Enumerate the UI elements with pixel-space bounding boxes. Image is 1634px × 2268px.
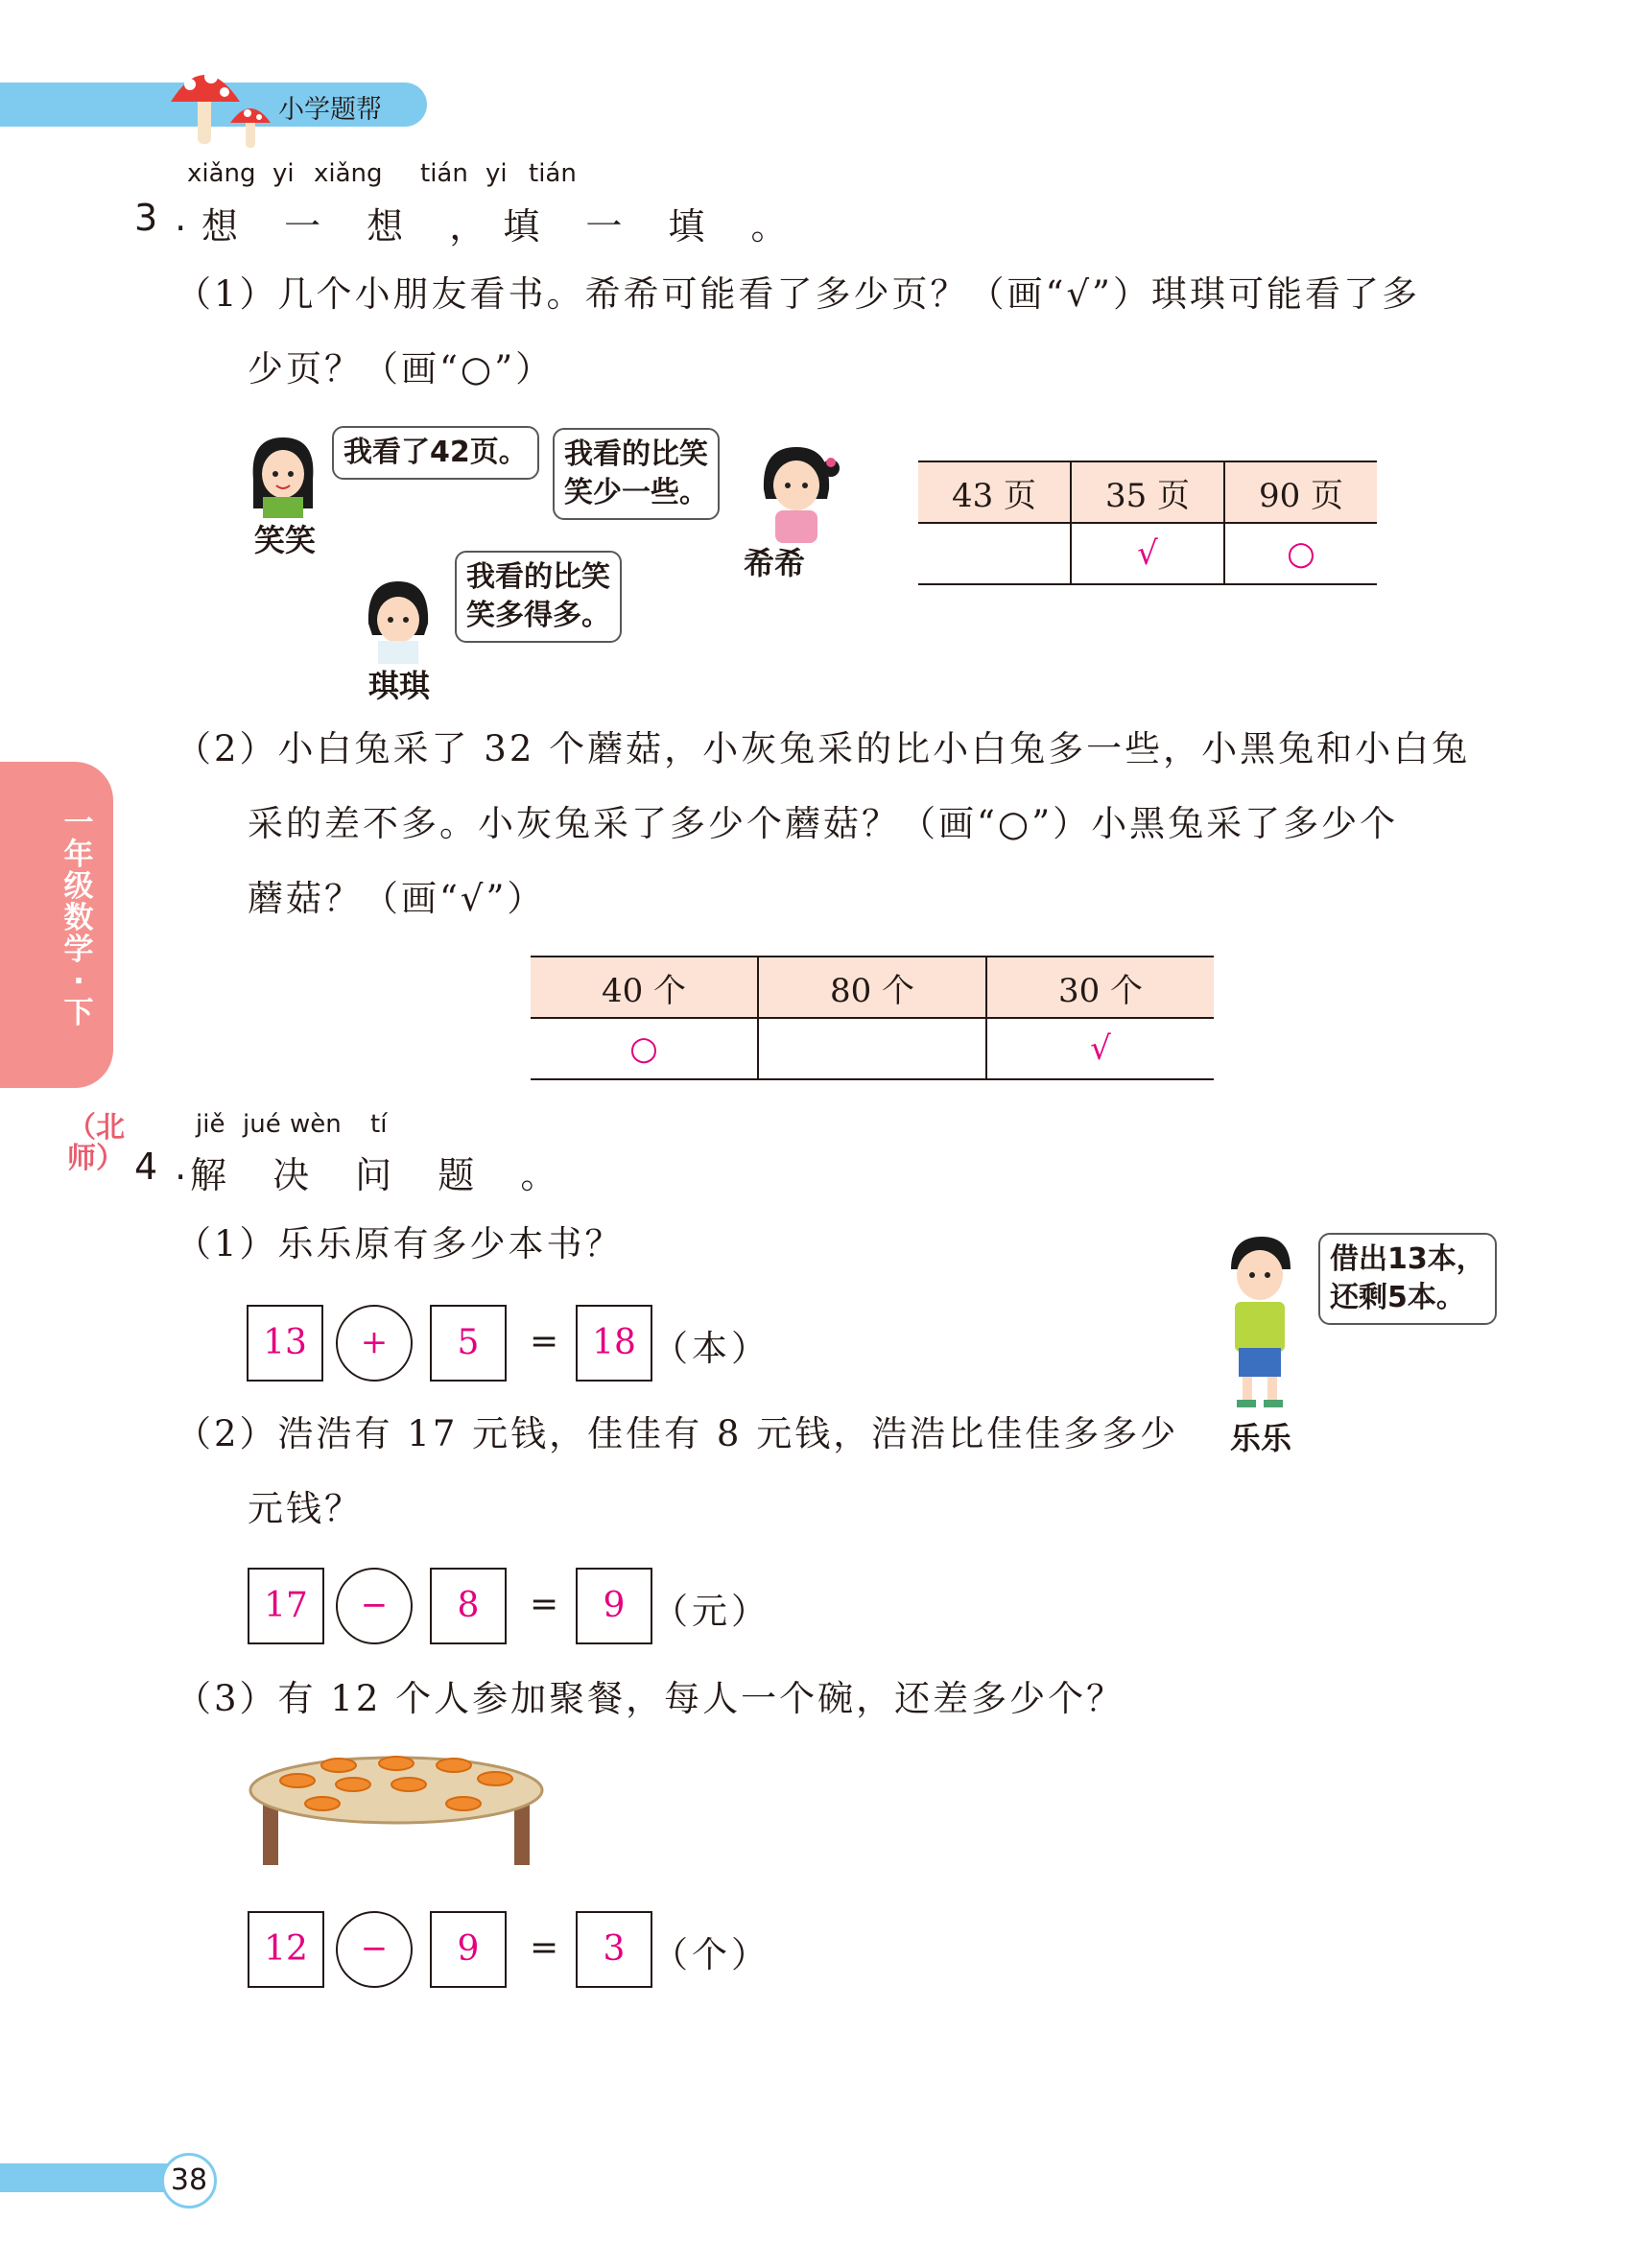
table-header-cell: 35 页 [1071, 461, 1224, 523]
table-header-cell: 80 个 [758, 957, 986, 1018]
bubble-line: 我看的比笑 [466, 560, 610, 594]
character-name: 琪琪 [368, 668, 431, 704]
unit-label: （元） [652, 1591, 770, 1632]
pinyin: jué [243, 1110, 281, 1139]
operator-circle[interactable]: − [336, 1911, 413, 1988]
side-tab-grade: 一年级数学·下 [63, 806, 94, 1030]
question-text: 元钱？ [248, 1488, 363, 1529]
unit-label: （本） [652, 1328, 770, 1369]
pinyin: tián [420, 159, 468, 188]
bubble-line: 笑少一些。 [564, 476, 708, 509]
pinyin: tián [529, 159, 577, 188]
question-title: 解 决 问 题 。 [190, 1154, 575, 1196]
unit-label: （个） [652, 1934, 770, 1975]
answer-table-mushrooms [531, 956, 1214, 1080]
table-answer-cell[interactable]: √ [1071, 523, 1224, 584]
speech-bubble [455, 551, 622, 643]
pinyin: xiǎng [314, 159, 383, 188]
equals-sign: = [530, 1928, 559, 1968]
bubble-line: 借出13本， [1330, 1242, 1485, 1276]
table-with-bowls-illustration [248, 1746, 545, 1871]
answer-box[interactable]: 18 [576, 1305, 652, 1382]
answer-box[interactable]: 13 [247, 1305, 323, 1382]
equals-sign: = [530, 1585, 559, 1624]
pinyin: wèn [290, 1110, 342, 1139]
question-text: 采的差不多。小灰兔采了多少个蘑菇？（画“○”）小黑兔采了多少个 [248, 803, 1399, 844]
question-number: 3. [134, 197, 204, 239]
answer-box[interactable]: 9 [430, 1911, 507, 1988]
header-title: 小学题帮 [278, 95, 382, 125]
table-answer-cell[interactable]: ○ [1224, 523, 1377, 584]
answer-box[interactable]: 12 [248, 1911, 324, 1988]
answer-box[interactable]: 8 [430, 1568, 507, 1644]
table-header-cell: 43 页 [918, 461, 1071, 523]
question-text: 蘑菇？（画“√”） [248, 878, 546, 919]
question-text: （1）几个小朋友看书。希希可能看了多少页？（画“√”）琪琪可能看了多 [176, 273, 1420, 315]
character-name: 乐乐 [1230, 1420, 1292, 1456]
girl-xixi-icon [748, 439, 844, 545]
pinyin: yi [272, 159, 295, 188]
answer-box[interactable]: 3 [576, 1911, 652, 1988]
answer-table-pages [918, 461, 1377, 585]
bubble-line: 还剩5本。 [1330, 1281, 1465, 1314]
table-header-cell: 40 个 [531, 957, 758, 1018]
table-answer-cell[interactable]: √ [986, 1018, 1214, 1079]
operator-circle[interactable]: − [336, 1568, 413, 1644]
answer-box[interactable]: 9 [576, 1568, 652, 1644]
table-header-cell: 30 个 [986, 957, 1214, 1018]
pinyin: yi [485, 159, 508, 188]
pinyin: jiě [196, 1110, 225, 1139]
table-header-cell: 90 页 [1224, 461, 1377, 523]
speech-bubble [1318, 1233, 1497, 1325]
question-text: （3）有 12 个人参加聚餐，每人一个碗，还差多少个？ [176, 1678, 1125, 1719]
speech-bubble [553, 428, 720, 520]
question-title: 想 一 想 ，填 一 填 。 [201, 205, 805, 248]
question-text: （2）小白兔采了 32 个蘑菇，小灰兔采的比小白兔多一些，小黑兔和小白兔 [176, 728, 1471, 769]
table-answer-cell[interactable] [918, 523, 1071, 584]
operator-circle[interactable]: + [336, 1305, 413, 1382]
side-tab-edition: （北师） [67, 1111, 125, 1175]
question-text: 少页？（画“○”） [248, 348, 555, 390]
boy-lele-icon [1214, 1233, 1306, 1410]
pinyin: tí [370, 1110, 388, 1139]
equals-sign: = [530, 1322, 559, 1361]
table-answer-cell[interactable]: ○ [531, 1018, 758, 1079]
pinyin: xiǎng [187, 159, 256, 188]
girl-xiaoxiao-icon [240, 432, 326, 518]
bubble-line: 笑多得多。 [466, 599, 610, 632]
answer-box[interactable]: 5 [430, 1305, 507, 1382]
bubble-line: 我看的比笑 [564, 437, 708, 471]
question-number: 4. [134, 1146, 204, 1188]
table-answer-cell[interactable] [758, 1018, 986, 1079]
answer-box[interactable]: 17 [248, 1568, 324, 1644]
character-name: 希希 [744, 545, 806, 581]
question-text: （1）乐乐原有多少本书？ [176, 1223, 624, 1264]
question-text: （2）浩浩有 17 元钱，佳佳有 8 元钱，浩浩比佳佳多多少 [176, 1413, 1179, 1454]
speech-bubble: 我看了42页。 [332, 426, 539, 480]
character-name: 笑笑 [254, 522, 317, 558]
page-number: 38 [161, 2153, 217, 2209]
mushroom-icon [163, 56, 288, 152]
girl-qiqi-icon [355, 576, 441, 664]
